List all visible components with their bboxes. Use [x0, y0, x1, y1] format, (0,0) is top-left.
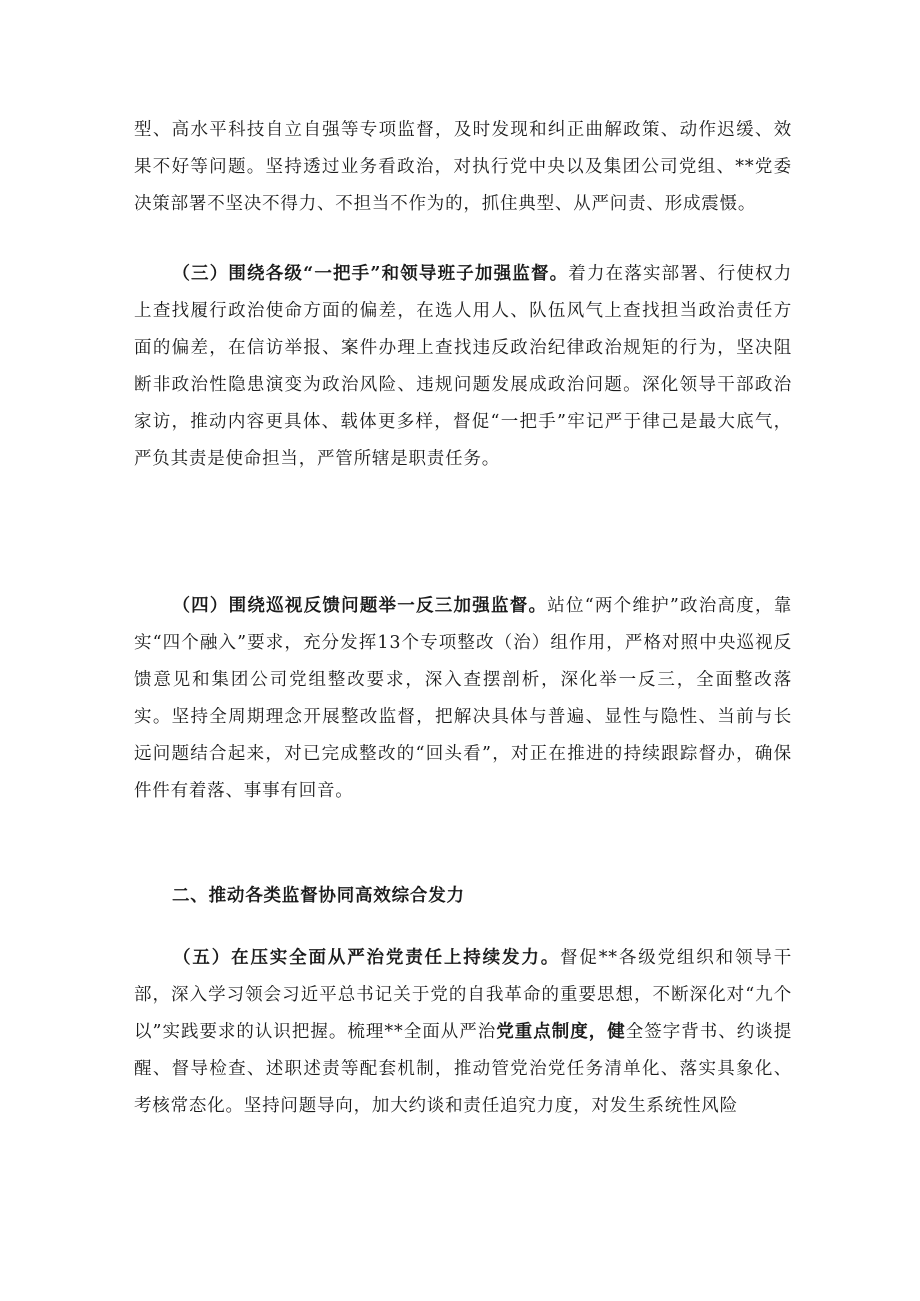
paragraph-heading: （三）围绕各级“一把手”和领导班子加强监督。	[172, 264, 569, 284]
paragraph-continuation	[134, 112, 792, 223]
paragraph-body-part-a: 督促**各级党组织和领导干部，深入学习领会习近平总书记关于党的自我革命的重要思想，不断深化对“九个以”实践要求的认识把握。梳理**全面从严治	[134, 948, 792, 1042]
paragraph-heading: （五）在压实全面从严治党责任上持续发力。	[172, 948, 561, 968]
paragraph-body: 站位“两个维护”政治高度，靠实“四个融入”要求，充分发挥13个专项整改（治）组作用，严格对照中央巡视反馈意见和集团公司党组整改要求，深入查摆剖析，深化举一反三，全面整改落实。坚持全周期理念开展整改监督，把解决具体与普遍、显性与隐性、当前与长远问题结合起来，对已完成整改的“回头看”，对正在推进的持续跟踪督办，确保件件有着落、事事有回音。	[134, 596, 793, 801]
paragraph-party-responsibility	[134, 940, 792, 1125]
paragraph-bold-inline: 党重点制度，健	[496, 1022, 626, 1042]
paragraph-leaders-supervision	[134, 256, 792, 478]
paragraph-heading: （四）围绕巡视反馈问题举一反三加强监督。	[172, 596, 548, 616]
section-heading-text: 二、推动各类监督协同高效综合发力	[172, 886, 465, 906]
paragraph-inspection-feedback	[134, 588, 792, 810]
paragraph-body: 着力在落实部署、行使权力上查找履行政治使命方面的偏差，在选人用人、队伍风气上查找担当政治责任方面的偏差，在信访举报、案件办理上查找违反政治纪律政治规矩的行为，坚决阻断非政治性隐患演变为政治风险、违规问题发展成政治问题。深化领导干部政治家访，推动内容更具体、载体更多样，督促“一把手”牢记严于律己是最大底气，严负其责是使命担当，严管所辖是职责任务。	[134, 264, 792, 469]
paragraph-body-part-b: 全签字背书、约谈提醒、督导检查、述职述责等配套机制，推动管党治党任务清单化、落实具象化、考核常态化。坚持问题导向，加大约谈和责任追究力度，对发生系统性风险	[134, 1022, 793, 1116]
section-heading	[134, 878, 792, 915]
paragraph-body: 型、高水平科技自立自强等专项监督，及时发现和纠正曲解政策、动作迟缓、效果不好等问题。坚持透过业务看政治，对执行党中央以及集团公司党组、**党委决策部署不坚决不得力、不担当不作为的，抓住典型、从严问责、形成震慑。	[134, 120, 792, 214]
